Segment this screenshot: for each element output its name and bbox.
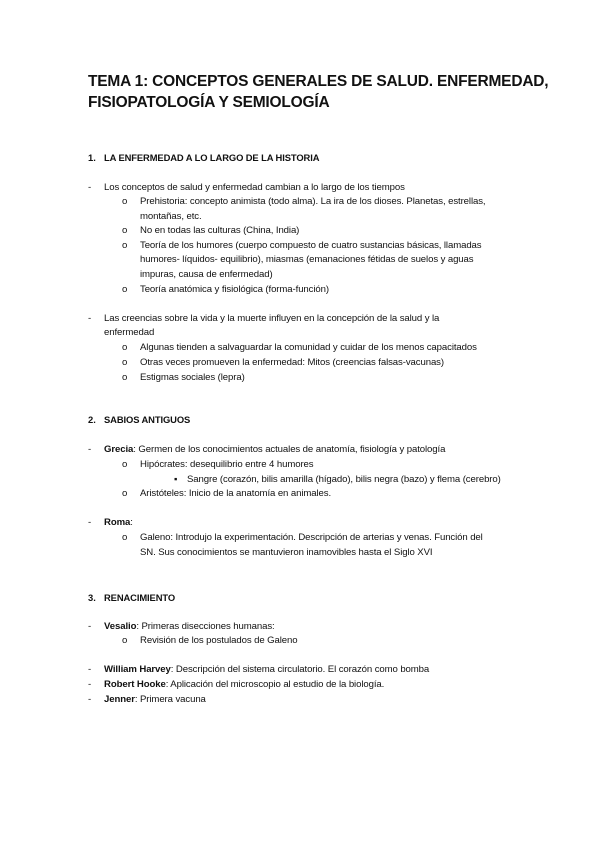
circle-bullet-icon: o xyxy=(122,357,128,368)
list-item-text: Hipócrates: desequilibrio entre 4 humores xyxy=(140,459,314,470)
list-item xyxy=(104,312,439,326)
list-item-text: SABIOS ANTIGUOS xyxy=(104,414,191,425)
list-item xyxy=(140,268,273,282)
list-item xyxy=(104,693,206,707)
list-item xyxy=(104,663,429,677)
circle-bullet-icon: o xyxy=(122,196,128,207)
list-item xyxy=(104,678,384,692)
list-item-text: Galeno: Introdujo la experimentación. Descripción de arterias y venas. Función del xyxy=(140,532,483,543)
list-item xyxy=(140,239,482,253)
list-item xyxy=(140,546,432,560)
section-number: 3. xyxy=(88,592,96,603)
section-heading xyxy=(104,591,175,605)
circle-bullet-icon: o xyxy=(122,225,128,236)
dash-bullet-icon: - xyxy=(88,444,92,455)
list-item-text: : Descripción del sistema circulatorio. El corazón como bomba xyxy=(170,664,430,675)
list-item xyxy=(104,516,133,530)
list-item-text: Aristóteles: Inicio de la anatomía en animales. xyxy=(140,488,332,499)
list-item xyxy=(104,326,154,340)
list-item-text: Algunas tienden a salvaguardar la comunidad y cuidar de los menos capacitados xyxy=(140,342,477,353)
dash-bullet-icon: - xyxy=(88,694,92,705)
list-item-text: Otras veces promueven la enfermedad: Mitos (creencias falsas-vacunas) xyxy=(140,357,444,368)
circle-bullet-icon: o xyxy=(122,532,128,543)
square-bullet-icon: ▪ xyxy=(174,474,178,485)
list-item xyxy=(140,371,245,385)
list-item-text: : Aplicación del microscopio al estudio de la biología. xyxy=(165,679,385,690)
list-item-text: Revisión de los postulados de Galeno xyxy=(140,635,298,646)
circle-bullet-icon: o xyxy=(122,372,128,383)
dash-bullet-icon: - xyxy=(88,313,92,324)
section-number: 2. xyxy=(88,414,96,425)
list-item xyxy=(104,620,275,634)
list-item-text: Los conceptos de salud y enfermedad cambian a lo largo de los tiempos xyxy=(104,182,405,193)
circle-bullet-icon: o xyxy=(122,635,128,646)
list-item-term: Grecia xyxy=(104,444,134,455)
list-item-text: RENACIMIENTO xyxy=(104,592,176,603)
list-item-text: No en todas las culturas (China, India) xyxy=(140,225,300,236)
list-item xyxy=(187,473,501,487)
list-item-text: humores- líquidos- equilibrio), miasmas (emanaciones fétidas de suelos y aguas xyxy=(140,254,474,265)
document-title-line-1: TEMA 1: CONCEPTOS GENERALES DE SALUD. ENFERMEDAD, xyxy=(88,73,549,90)
list-item xyxy=(104,443,445,457)
list-item xyxy=(140,487,331,501)
document-title-line-2: FISIOPATOLOGÍA Y SEMIOLOGÍA xyxy=(88,94,330,111)
circle-bullet-icon: o xyxy=(122,284,128,295)
list-item xyxy=(140,531,483,545)
section-heading xyxy=(104,413,190,427)
list-item-text: montañas, etc. xyxy=(140,211,202,222)
list-item-term: William Harvey xyxy=(104,664,171,675)
list-item-text: LA ENFERMEDAD A LO LARGO DE LA HISTORIA xyxy=(104,152,320,163)
list-item-text: Las creencias sobre la vida y la muerte influyen en la concepción de la salud y la xyxy=(104,313,440,324)
list-item-text: SN. Sus conocimientos se mantuvieron inamovibles hasta el Siglo XVI xyxy=(140,547,433,558)
list-item-term: Robert Hooke xyxy=(104,679,166,690)
list-item xyxy=(140,210,202,224)
list-item-text: : Germen de los conocimientos actuales de anatomía, fisiología y patología xyxy=(133,444,446,455)
circle-bullet-icon: o xyxy=(122,342,128,353)
dash-bullet-icon: - xyxy=(88,517,92,528)
list-item-text: Prehistoria: concepto animista (todo alma). La ira de los dioses. Planetas, estrellas, xyxy=(140,196,486,207)
list-item-text: Teoría anatómica y fisiológica (forma-función) xyxy=(140,284,329,295)
list-item xyxy=(104,181,405,195)
list-item-text: enfermedad xyxy=(104,327,155,338)
dash-bullet-icon: - xyxy=(88,621,92,632)
dash-bullet-icon: - xyxy=(88,182,92,193)
list-item-text: Estigmas sociales (lepra) xyxy=(140,372,245,383)
list-item-text: : Primera vacuna xyxy=(134,694,206,705)
section-number: 1. xyxy=(88,152,96,163)
dash-bullet-icon: - xyxy=(88,679,92,690)
circle-bullet-icon: o xyxy=(122,459,128,470)
list-item xyxy=(140,341,477,355)
list-item-term: Jenner xyxy=(104,694,135,705)
list-item-term: Vesalio xyxy=(104,621,137,632)
list-item xyxy=(140,634,297,648)
list-item-text: Sangre (corazón, bilis amarilla (hígado), bilis negra (bazo) y flema (cerebro) xyxy=(187,474,501,485)
list-item-term: Roma xyxy=(104,517,131,528)
list-item xyxy=(140,253,473,267)
section-heading xyxy=(104,151,319,165)
list-item xyxy=(140,283,329,297)
list-item-text: : Primeras disecciones humanas: xyxy=(136,621,275,632)
list-item-text: impuras, causa de enfermedad) xyxy=(140,269,273,280)
circle-bullet-icon: o xyxy=(122,240,128,251)
list-item xyxy=(140,356,444,370)
list-item xyxy=(140,195,485,209)
list-item-text: Teoría de los humores (cuerpo compuesto de cuatro sustancias básicas, llamadas xyxy=(140,240,482,251)
dash-bullet-icon: - xyxy=(88,664,92,675)
list-item-text: : xyxy=(130,517,133,528)
list-item xyxy=(140,458,313,472)
circle-bullet-icon: o xyxy=(122,488,128,499)
list-item xyxy=(140,224,299,238)
